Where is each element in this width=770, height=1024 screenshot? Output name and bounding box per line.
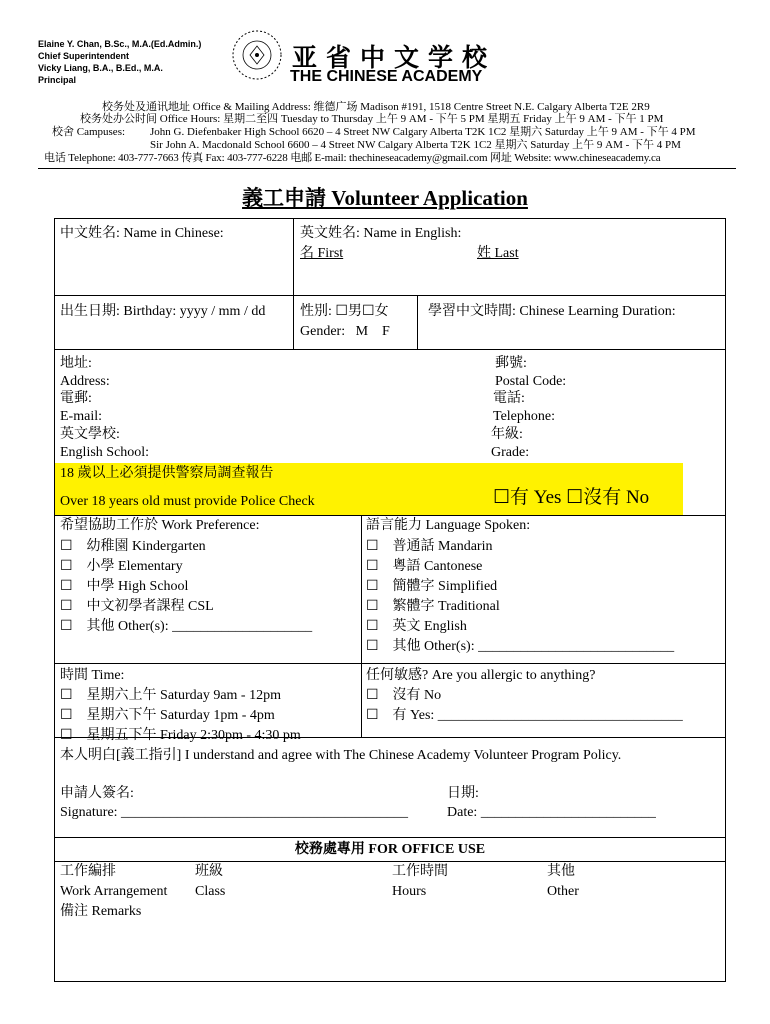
campus-line: Sir John A. Macdonald School 6600 – 4 Street NW Calgary Alberta T2K 1C2 星期六 Saturday 上午 9 AM - 下午 4 PM [150,139,681,151]
language-option-mandarin[interactable]: ☐ 普通話 Mandarin [366,539,493,554]
gender-label-english: Gender: M F [300,324,390,339]
hours-label: Hours [392,884,427,899]
date-label-chinese: 日期: [447,786,479,801]
school-seal-logo [230,28,284,82]
work-option-kindergarten[interactable]: ☐ 幼稚園 Kindergarten [60,539,206,554]
first-name-label: 名 First [300,246,344,261]
telephone-label: Telephone: [493,409,555,424]
allergy-option-yes[interactable]: ☐ 有 Yes: ___________________________________ [366,708,683,723]
class-label-chinese: 班級 [195,864,223,879]
allergy-option-no[interactable]: ☐ 沒有 No [366,688,442,703]
language-option-cantonese[interactable]: ☐ 粵語 Cantonese [366,559,483,574]
learning-duration-label: 學習中文時間: Chinese Learning Duration: [428,304,676,319]
campus-line: John G. Diefenbaker High School 6620 – 4 Street NW Calgary Alberta T2K 1C2 星期六 Saturday 上午 9 AM - 下午 4 PM [150,126,696,138]
work-preference-title: 希望協助工作於 Work Preference: [60,518,260,533]
email-label: E-mail: [60,409,102,424]
phone-label-chinese: 電話: [493,391,525,406]
school-label-chinese: 英文學校: [60,427,120,442]
english-name-label: 英文姓名: Name in English: [300,226,462,241]
staff-line: Elaine Y. Chan, B.Sc., M.A.(Ed.Admin.) [38,39,202,49]
signature-field[interactable]: Signature: _________________________________________ [60,805,409,820]
class-label: Class [195,884,226,899]
contact-line: 电话 Telephone: 403-777-7663 传真 Fax: 403-777-6228 电邮 E-mail: thechineseacademy@gmail.com 网址 Website: www.chineseacademy.ca [44,152,661,164]
date-field[interactable]: Date: _________________________ [447,805,656,820]
time-option-fri-afternoon[interactable]: ☐ 星期五下午 Friday 2:30pm - 4:30 pm [60,728,301,743]
address-line: 校务处及通讯地址 Office & Mailing Address: 维德广场 Madison #191, 1518 Centre Street N.E. Calgary Alberta T2E 2R9 [102,101,650,113]
grade-label-chinese: 年級: [491,427,523,442]
work-option-high-school[interactable]: ☐ 中學 High School [60,579,189,594]
staff-block [38,38,201,86]
hours-label-chinese: 工作時間 [392,864,448,879]
language-option-simplified[interactable]: ☐ 簡體字 Simplified [366,579,498,594]
other-label: Other [547,884,579,899]
school-name-chinese: 亚省中文学校 [292,45,497,72]
grade-label: Grade: [491,445,530,460]
office-use-heading: 校務處專用 FOR OFFICE USE [294,842,486,857]
language-option-traditional[interactable]: ☐ 繁體字 Traditional [366,599,500,614]
postal-label-chinese: 郵號: [495,356,527,371]
email-label-chinese: 電郵: [60,391,92,406]
staff-line: Principal [38,75,77,85]
campus-label: 校舍 Campuses: [52,126,126,138]
time-option-sat-afternoon[interactable]: ☐ 星期六下午 Saturday 1pm - 4pm [60,708,275,723]
english-school-label: English School: [60,445,150,460]
postal-code-label: Postal Code: [495,374,567,389]
page-title: 義工申請 Volunteer Application [242,186,528,210]
work-option-other[interactable]: ☐ 其他 Other(s): ____________________ [60,619,313,634]
time-option-sat-morning[interactable]: ☐ 星期六上午 Saturday 9am - 12pm [60,688,281,703]
remarks-label: 備注 Remarks [60,904,142,919]
language-option-english[interactable]: ☐ 英文 English [366,619,467,634]
language-option-other[interactable]: ☐ 其他 Other(s): ____________________________ [366,639,675,654]
staff-line: Vicky Liang, B.A., B.Ed., M.A. [38,63,163,73]
police-check-label-chinese: 18 歲以上必須提供警察局調查報告 [60,466,274,481]
work-arrangement-label: Work Arrangement [60,884,168,899]
office-hours-line: 校务处办公时间 Office Hours: 星期二至四 Tuesday to Thursday 上午 9 AM - 下午 5 PM 星期五 Friday 上午 9 AM - 下午 1 PM [80,113,664,125]
application-form [54,218,726,982]
school-name-english: THE CHINESE ACADEMY [290,68,483,85]
work-option-csl[interactable]: ☐ 中文初學者課程 CSL [60,599,214,614]
signature-label-chinese: 申請人簽名: [60,786,134,801]
chinese-name-label: 中文姓名: Name in Chinese: [60,226,224,241]
time-title: 時間 Time: [60,668,125,683]
allergy-title: 任何敏感? Are you allergic to anything? [366,668,596,683]
staff-line: Chief Superintendent [38,51,130,61]
last-name-label: 姓 Last [477,246,519,261]
police-check-label: Over 18 years old must provide Police Check [60,494,315,509]
address-label-chinese: 地址: [60,356,92,371]
gender-label-chinese: 性別: ☐男☐女 [300,304,389,319]
policy-statement: 本人明白[義工指引] I understand and agree with The Chinese Academy Volunteer Program Policy. [60,748,622,763]
language-spoken-title: 語言能力 Language Spoken: [366,518,531,533]
police-check-options[interactable]: ☐有 Yes ☐沒有 No [493,487,650,508]
work-arrangement-label-chinese: 工作編排 [60,864,116,879]
address-label: Address: [60,374,110,389]
work-option-elementary[interactable]: ☐ 小學 Elementary [60,559,183,574]
header-divider [38,168,736,169]
birthday-label: 出生日期: Birthday: yyyy / mm / dd [60,304,266,319]
other-label-chinese: 其他 [547,864,575,879]
